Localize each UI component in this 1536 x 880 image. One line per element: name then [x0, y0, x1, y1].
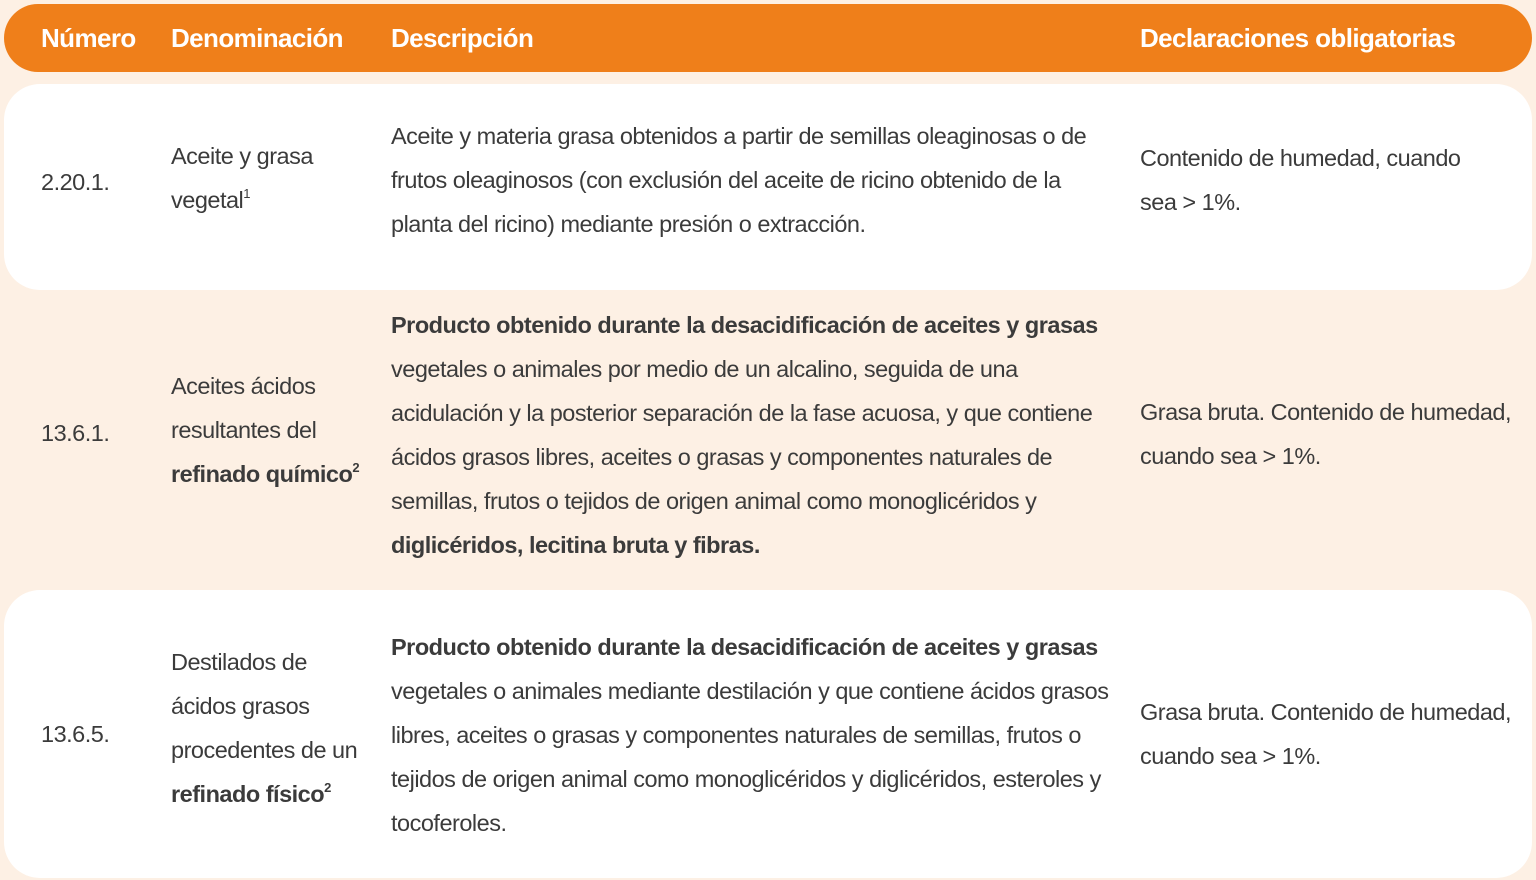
row-numero: 2.20.1. — [41, 169, 110, 195]
denominacion-line: refinado químico$^2$ — [171, 460, 360, 487]
descripcion-line: semillas, frutos o tejidos de origen animal como monoglicéridos y — [391, 488, 1037, 514]
row-declaraciones — [1140, 390, 1532, 478]
descripcion-line: vegetales o animales por medio de un alcalino, seguida de una — [391, 356, 1018, 382]
denominacion-line: resultantes del — [171, 417, 317, 443]
row-denominacion — [171, 364, 371, 496]
descripcion-line: ácidos grasos libres, aceites o grasas y componentes naturales de — [391, 444, 1053, 470]
row-declaraciones — [1140, 136, 1532, 224]
footnote-ref: 2 — [324, 780, 331, 795]
descripcion-line: tejidos de origen animal como monoglicéridos y diglicéridos, esteroles y — [391, 766, 1101, 792]
table-header — [4, 4, 1532, 72]
declaraciones-line: cuando sea > 1%. — [1140, 443, 1321, 469]
header-descripcion: Descripción — [391, 23, 534, 53]
descripcion-line: diglicéridos, lecitina bruta y fibras. — [391, 532, 760, 558]
row-denominacion — [171, 134, 371, 222]
declaraciones-line: Grasa bruta. Contenido de humedad, — [1140, 399, 1512, 425]
denominacion-line: vegetal$^1$ — [171, 186, 251, 213]
denominacion-line: Aceites ácidos — [171, 373, 316, 399]
row-descripcion — [391, 114, 1121, 246]
descripcion-line: acidulación y la posterior separación de la fase acuosa, y que contiene — [391, 400, 1093, 426]
descripcion-line: tocoferoles. — [391, 810, 507, 836]
descripcion-line: libres, aceites o grasas y componentes naturales de semillas, frutos o — [391, 722, 1081, 748]
footnote-ref: 1 — [243, 186, 251, 201]
row-numero: 13.6.1. — [41, 420, 110, 446]
row-numero: 13.6.5. — [41, 721, 110, 747]
footnote-ref: 2 — [352, 460, 360, 475]
header-denominacion: Denominación — [171, 23, 343, 53]
table-row — [4, 590, 1532, 878]
declaraciones-line: Grasa bruta. Contenido de humedad, — [1140, 699, 1512, 725]
denominacion-line: ácidos grasos — [171, 693, 310, 719]
denominacion-line: refinado físico$^2$ — [171, 780, 331, 807]
descripcion-line: planta del ricino) mediante presión o extracción. — [391, 211, 866, 237]
header-declaraciones: Declaraciones obligatorias — [1140, 23, 1456, 53]
row-descripcion — [391, 303, 1121, 567]
denominacion-line: procedentes de un — [171, 737, 358, 763]
descripcion-line: vegetales o animales mediante destilación y que contiene ácidos grasos — [391, 678, 1109, 704]
row-descripcion — [391, 625, 1121, 845]
row-denominacion — [171, 640, 371, 816]
descripcion-line: Producto obtenido durante la desacidificación de aceites y grasas — [391, 312, 1098, 338]
denominacion-line: Destilados de — [171, 649, 307, 675]
table-row — [4, 84, 1532, 290]
descripcion-line: frutos oleaginosos (con exclusión del aceite de ricino obtenido de la — [391, 167, 1061, 193]
header-numero: Número — [41, 23, 136, 53]
row-declaraciones — [1140, 690, 1532, 778]
table-row — [4, 290, 1532, 590]
descripcion-line: Producto obtenido durante la desacidificación de aceites y grasas — [391, 634, 1098, 660]
declaraciones-line: cuando sea > 1%. — [1140, 743, 1321, 769]
declaraciones-line: Contenido de humedad, cuando — [1140, 145, 1461, 171]
descripcion-line: Aceite y materia grasa obtenidos a partir de semillas oleaginosas o de — [391, 123, 1087, 149]
declaraciones-line: sea > 1%. — [1140, 189, 1241, 215]
denominacion-line: Aceite y grasa — [171, 143, 313, 169]
